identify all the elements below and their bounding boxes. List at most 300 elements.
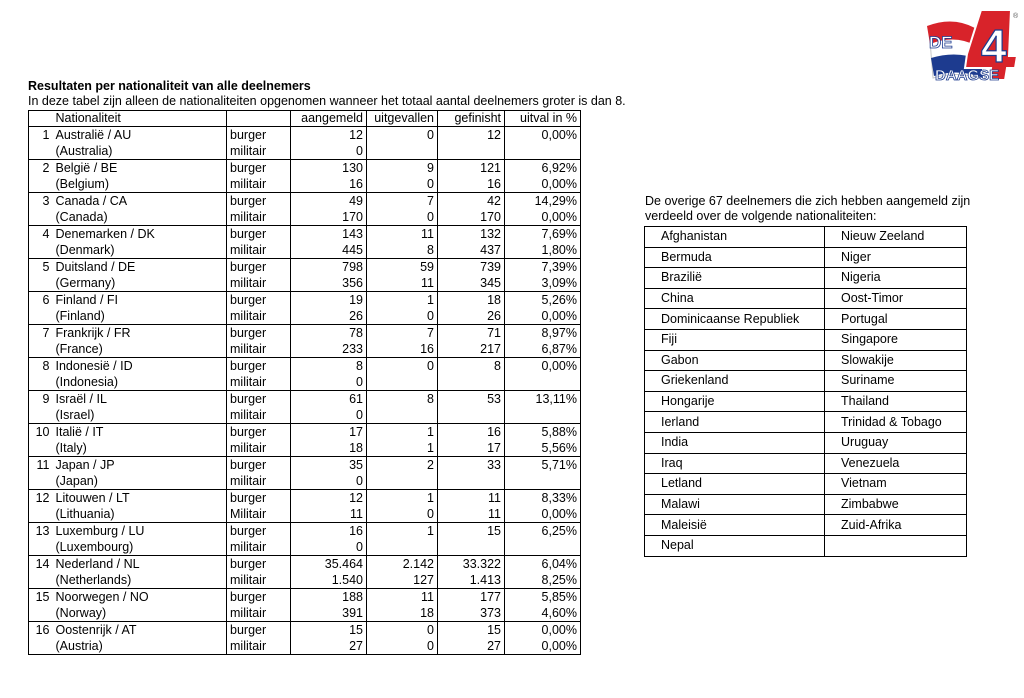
other-nationality-name: China [645, 288, 825, 309]
logo-de-text: DE [929, 33, 953, 52]
header-dropped: uitgevallen [367, 111, 438, 127]
other-nationality-name: Singapore [825, 329, 967, 350]
dropped-count: 8 [367, 242, 438, 259]
dropout-percentage: 0,00% [505, 638, 581, 655]
registered-count: 0 [291, 143, 367, 160]
other-nationality-name: Venezuela [825, 453, 967, 474]
participant-type: militair [227, 242, 291, 259]
participant-type: militair [227, 605, 291, 622]
participant-type: burger [227, 259, 291, 276]
table-row [29, 506, 581, 523]
list-item [645, 453, 967, 474]
registered-count: 26 [291, 308, 367, 325]
logo-graphic [925, 6, 1023, 88]
table-row [29, 292, 581, 309]
other-intro-line-1: De overige 67 deelnemers die zich hebben aangemeld zijn [645, 194, 971, 208]
country-name-english: (Israel) [53, 407, 227, 424]
finished-count [438, 143, 505, 160]
dropout-percentage [505, 539, 581, 556]
registered-count: 798 [291, 259, 367, 276]
registered-count: 18 [291, 440, 367, 457]
finished-count: 1.413 [438, 572, 505, 589]
dropped-count [367, 473, 438, 490]
country-name-english: (Italy) [53, 440, 227, 457]
finished-count: 12 [438, 127, 505, 144]
other-nationality-name: Griekenland [645, 371, 825, 392]
country-index: 16 [29, 622, 53, 639]
results-table [28, 110, 581, 655]
list-item [645, 329, 967, 350]
empty-index-cell [29, 308, 53, 325]
registered-count: 233 [291, 341, 367, 358]
empty-index-cell [29, 176, 53, 193]
finished-count: 16 [438, 424, 505, 441]
participant-type: militair [227, 473, 291, 490]
finished-count: 437 [438, 242, 505, 259]
finished-count: 33.322 [438, 556, 505, 573]
other-nationality-name: Slowakije [825, 350, 967, 371]
table-row [29, 572, 581, 589]
logo-number-text: 4 [981, 20, 1007, 72]
registered-count: 8 [291, 358, 367, 375]
dropped-count: 59 [367, 259, 438, 276]
finished-count: 53 [438, 391, 505, 408]
country-name: Indonesië / ID [53, 358, 227, 375]
empty-index-cell [29, 209, 53, 226]
participant-type: burger [227, 556, 291, 573]
table-row [29, 193, 581, 210]
table-row [29, 226, 581, 243]
table-row [29, 275, 581, 292]
dropped-count: 0 [367, 209, 438, 226]
participant-type: burger [227, 160, 291, 177]
dropped-count [367, 143, 438, 160]
country-index: 7 [29, 325, 53, 342]
finished-count: 15 [438, 523, 505, 540]
header-index-cell [29, 111, 53, 127]
dropout-percentage: 4,60% [505, 605, 581, 622]
dropped-count: 2.142 [367, 556, 438, 573]
other-nationalities-intro [645, 194, 970, 223]
dropout-percentage: 5,56% [505, 440, 581, 457]
country-name: Litouwen / LT [53, 490, 227, 507]
participant-type: Militair [227, 506, 291, 523]
results-header-row [29, 111, 581, 127]
dropped-count: 1 [367, 424, 438, 441]
other-nationality-name: Trinidad & Tobago [825, 412, 967, 433]
finished-count [438, 539, 505, 556]
participant-type: burger [227, 622, 291, 639]
page-subheading: In deze tabel zijn alleen de nationaliteiten opgenomen wanneer het totaal aantal deelnemers groter is dan 8. [28, 94, 626, 108]
dropped-count [367, 539, 438, 556]
list-item [645, 288, 967, 309]
registered-count: 19 [291, 292, 367, 309]
country-name: Denemarken / DK [53, 226, 227, 243]
dropout-percentage: 5,88% [505, 424, 581, 441]
dropout-percentage: 3,09% [505, 275, 581, 292]
country-index: 9 [29, 391, 53, 408]
registered-count: 0 [291, 539, 367, 556]
country-name: Noorwegen / NO [53, 589, 227, 606]
registered-count: 12 [291, 490, 367, 507]
country-name-english: (Netherlands) [53, 572, 227, 589]
dropped-count: 8 [367, 391, 438, 408]
table-row [29, 440, 581, 457]
dropped-count: 1 [367, 490, 438, 507]
participant-type: militair [227, 440, 291, 457]
country-name-english: (Luxembourg) [53, 539, 227, 556]
registered-count: 78 [291, 325, 367, 342]
country-index: 6 [29, 292, 53, 309]
list-item [645, 515, 967, 536]
table-row [29, 176, 581, 193]
finished-count: 15 [438, 622, 505, 639]
empty-index-cell [29, 506, 53, 523]
other-nationality-name: Malawi [645, 494, 825, 515]
other-nationality-name: Bermuda [645, 247, 825, 268]
dropped-count: 7 [367, 325, 438, 342]
country-name: Frankrijk / FR [53, 325, 227, 342]
dropout-percentage: 6,25% [505, 523, 581, 540]
empty-index-cell [29, 473, 53, 490]
other-nationality-name: Vietnam [825, 474, 967, 495]
table-row [29, 638, 581, 655]
country-name-english: (Indonesia) [53, 374, 227, 391]
country-index: 5 [29, 259, 53, 276]
registered-count: 188 [291, 589, 367, 606]
dropout-percentage: 7,39% [505, 259, 581, 276]
registered-count: 0 [291, 374, 367, 391]
registered-count: 35 [291, 457, 367, 474]
list-item [645, 391, 967, 412]
table-row [29, 424, 581, 441]
list-item [645, 309, 967, 330]
country-index: 8 [29, 358, 53, 375]
finished-count: 132 [438, 226, 505, 243]
dropout-percentage: 0,00% [505, 358, 581, 375]
country-index: 13 [29, 523, 53, 540]
finished-count: 739 [438, 259, 505, 276]
participant-type: burger [227, 391, 291, 408]
country-name-english: (Australia) [53, 143, 227, 160]
finished-count: 17 [438, 440, 505, 457]
dropped-count: 0 [367, 127, 438, 144]
other-nationality-name: Ierland [645, 412, 825, 433]
table-row [29, 259, 581, 276]
country-name: Luxemburg / LU [53, 523, 227, 540]
participant-type: militair [227, 209, 291, 226]
country-name: Israël / IL [53, 391, 227, 408]
other-nationality-name: Dominicaanse Republiek [645, 309, 825, 330]
other-nationality-name: Fiji [645, 329, 825, 350]
other-nationality-name: Maleisië [645, 515, 825, 536]
dropout-percentage [505, 473, 581, 490]
list-item [645, 350, 967, 371]
table-row [29, 523, 581, 540]
registered-count: 0 [291, 407, 367, 424]
table-row [29, 605, 581, 622]
table-row [29, 391, 581, 408]
table-row [29, 242, 581, 259]
participant-type: burger [227, 424, 291, 441]
dropout-percentage: 0,00% [505, 308, 581, 325]
list-item [645, 247, 967, 268]
dropped-count: 11 [367, 589, 438, 606]
country-name-english: (Germany) [53, 275, 227, 292]
dropout-percentage: 0,00% [505, 209, 581, 226]
dropout-percentage [505, 407, 581, 424]
participant-type: militair [227, 407, 291, 424]
page-heading: Resultaten per nationaliteit van alle deelnemers [28, 79, 311, 93]
dropout-percentage: 8,33% [505, 490, 581, 507]
finished-count [438, 407, 505, 424]
header-finished: gefinisht [438, 111, 505, 127]
other-nationality-name: Uruguay [825, 432, 967, 453]
dropped-count: 9 [367, 160, 438, 177]
dropout-percentage: 5,26% [505, 292, 581, 309]
dropout-percentage: 6,04% [505, 556, 581, 573]
dropout-percentage: 5,71% [505, 457, 581, 474]
participant-type: burger [227, 292, 291, 309]
registered-count: 16 [291, 523, 367, 540]
country-index: 12 [29, 490, 53, 507]
de-4daagse-logo [925, 6, 1023, 88]
registered-count: 15 [291, 622, 367, 639]
dropped-count: 11 [367, 226, 438, 243]
dropout-percentage: 6,92% [505, 160, 581, 177]
registered-count: 12 [291, 127, 367, 144]
other-nationality-name: Afghanistan [645, 227, 825, 248]
participant-type: militair [227, 572, 291, 589]
other-nationality-name: Gabon [645, 350, 825, 371]
list-item [645, 412, 967, 433]
other-nationality-name: Letland [645, 474, 825, 495]
other-nationality-name: Oost-Timor [825, 288, 967, 309]
dropout-percentage: 0,00% [505, 622, 581, 639]
table-row [29, 589, 581, 606]
finished-count: 27 [438, 638, 505, 655]
empty-index-cell [29, 539, 53, 556]
registered-count: 143 [291, 226, 367, 243]
empty-index-cell [29, 440, 53, 457]
table-row [29, 160, 581, 177]
table-row [29, 407, 581, 424]
dropout-percentage: 8,25% [505, 572, 581, 589]
participant-type: burger [227, 589, 291, 606]
participant-type: burger [227, 193, 291, 210]
header-dropout-pct: uitval in % [505, 111, 581, 127]
finished-count: 8 [438, 358, 505, 375]
dropped-count: 0 [367, 358, 438, 375]
participant-type: militair [227, 539, 291, 556]
country-name: Oostenrijk / AT [53, 622, 227, 639]
other-nationality-name: Nepal [645, 535, 825, 556]
finished-count: 26 [438, 308, 505, 325]
registered-count: 391 [291, 605, 367, 622]
list-item [645, 268, 967, 289]
other-nationality-name: Brazilië [645, 268, 825, 289]
country-name-english: (France) [53, 341, 227, 358]
logo-daagse-text: DAAGSE [935, 67, 1000, 84]
dropout-percentage: 8,97% [505, 325, 581, 342]
other-nationality-name: Niger [825, 247, 967, 268]
participant-type: militair [227, 308, 291, 325]
country-index: 1 [29, 127, 53, 144]
participant-type: militair [227, 341, 291, 358]
dropout-percentage [505, 143, 581, 160]
finished-count: 16 [438, 176, 505, 193]
finished-count: 373 [438, 605, 505, 622]
dropped-count: 7 [367, 193, 438, 210]
registered-count: 16 [291, 176, 367, 193]
dropped-count: 0 [367, 622, 438, 639]
dropped-count [367, 374, 438, 391]
country-index: 11 [29, 457, 53, 474]
participant-type: burger [227, 325, 291, 342]
dropout-percentage: 13,11% [505, 391, 581, 408]
other-nationality-name: Zuid-Afrika [825, 515, 967, 536]
participant-type: burger [227, 226, 291, 243]
empty-index-cell [29, 638, 53, 655]
participant-type: militair [227, 176, 291, 193]
other-nationality-name: Iraq [645, 453, 825, 474]
registered-count: 35.464 [291, 556, 367, 573]
participant-type: militair [227, 143, 291, 160]
empty-index-cell [29, 605, 53, 622]
registered-count: 130 [291, 160, 367, 177]
dropped-count: 127 [367, 572, 438, 589]
other-nationality-name: Hongarije [645, 391, 825, 412]
country-name-english: (Finland) [53, 308, 227, 325]
other-nationality-name: Portugal [825, 309, 967, 330]
empty-index-cell [29, 572, 53, 589]
registered-count: 170 [291, 209, 367, 226]
dropout-percentage: 0,00% [505, 506, 581, 523]
table-row [29, 556, 581, 573]
participant-type: militair [227, 374, 291, 391]
table-row [29, 127, 581, 144]
dropout-percentage: 0,00% [505, 127, 581, 144]
header-nationality: Nationaliteit [53, 111, 227, 127]
dropout-percentage: 7,69% [505, 226, 581, 243]
table-row [29, 358, 581, 375]
country-index: 14 [29, 556, 53, 573]
dropped-count: 1 [367, 292, 438, 309]
dropped-count: 11 [367, 275, 438, 292]
country-name: België / BE [53, 160, 227, 177]
country-name: Japan / JP [53, 457, 227, 474]
dropped-count: 0 [367, 176, 438, 193]
country-index: 2 [29, 160, 53, 177]
dropped-count [367, 407, 438, 424]
participant-type: burger [227, 523, 291, 540]
finished-count: 217 [438, 341, 505, 358]
registered-count: 27 [291, 638, 367, 655]
registered-count: 17 [291, 424, 367, 441]
other-intro-line-2: verdeeld over de volgende nationaliteiten: [645, 208, 877, 223]
country-name: Nederland / NL [53, 556, 227, 573]
finished-count: 33 [438, 457, 505, 474]
other-nationality-name: Thailand [825, 391, 967, 412]
registered-count: 61 [291, 391, 367, 408]
participant-type: militair [227, 275, 291, 292]
dropped-count: 0 [367, 506, 438, 523]
logo-registered-mark: ® [1013, 13, 1019, 20]
country-name-english: (Norway) [53, 605, 227, 622]
country-name-english: (Canada) [53, 209, 227, 226]
list-item [645, 494, 967, 515]
country-name-english: (Denmark) [53, 242, 227, 259]
finished-count: 121 [438, 160, 505, 177]
country-name: Canada / CA [53, 193, 227, 210]
empty-index-cell [29, 143, 53, 160]
header-type-cell [227, 111, 291, 127]
participant-type: burger [227, 490, 291, 507]
country-name: Finland / FI [53, 292, 227, 309]
dropped-count: 0 [367, 308, 438, 325]
participant-type: burger [227, 358, 291, 375]
country-name: Italië / IT [53, 424, 227, 441]
list-item [645, 371, 967, 392]
list-item [645, 432, 967, 453]
empty-index-cell [29, 374, 53, 391]
registered-count: 49 [291, 193, 367, 210]
dropout-percentage: 14,29% [505, 193, 581, 210]
table-row [29, 490, 581, 507]
other-nationality-name: Nieuw Zeeland [825, 227, 967, 248]
country-index: 3 [29, 193, 53, 210]
dropped-count: 1 [367, 523, 438, 540]
other-nationality-name: India [645, 432, 825, 453]
country-index: 15 [29, 589, 53, 606]
participant-type: militair [227, 638, 291, 655]
other-nationality-name [825, 535, 967, 556]
dropped-count: 0 [367, 638, 438, 655]
other-nationality-name: Nigeria [825, 268, 967, 289]
dropout-percentage [505, 374, 581, 391]
participant-type: burger [227, 127, 291, 144]
dropped-count: 1 [367, 440, 438, 457]
empty-index-cell [29, 275, 53, 292]
table-row [29, 341, 581, 358]
country-index: 4 [29, 226, 53, 243]
dropout-percentage: 0,00% [505, 176, 581, 193]
finished-count: 170 [438, 209, 505, 226]
finished-count: 345 [438, 275, 505, 292]
table-row [29, 143, 581, 160]
list-item [645, 474, 967, 495]
table-row [29, 325, 581, 342]
table-row [29, 473, 581, 490]
country-name-english: (Lithuania) [53, 506, 227, 523]
empty-index-cell [29, 242, 53, 259]
table-row [29, 622, 581, 639]
finished-count [438, 374, 505, 391]
list-item [645, 227, 967, 248]
registered-count: 11 [291, 506, 367, 523]
finished-count: 11 [438, 490, 505, 507]
list-item [645, 535, 967, 556]
finished-count [438, 473, 505, 490]
dropout-percentage: 1,80% [505, 242, 581, 259]
table-row [29, 374, 581, 391]
dropped-count: 16 [367, 341, 438, 358]
registered-count: 445 [291, 242, 367, 259]
empty-index-cell [29, 341, 53, 358]
table-row [29, 209, 581, 226]
registered-count: 0 [291, 473, 367, 490]
dropout-percentage: 5,85% [505, 589, 581, 606]
